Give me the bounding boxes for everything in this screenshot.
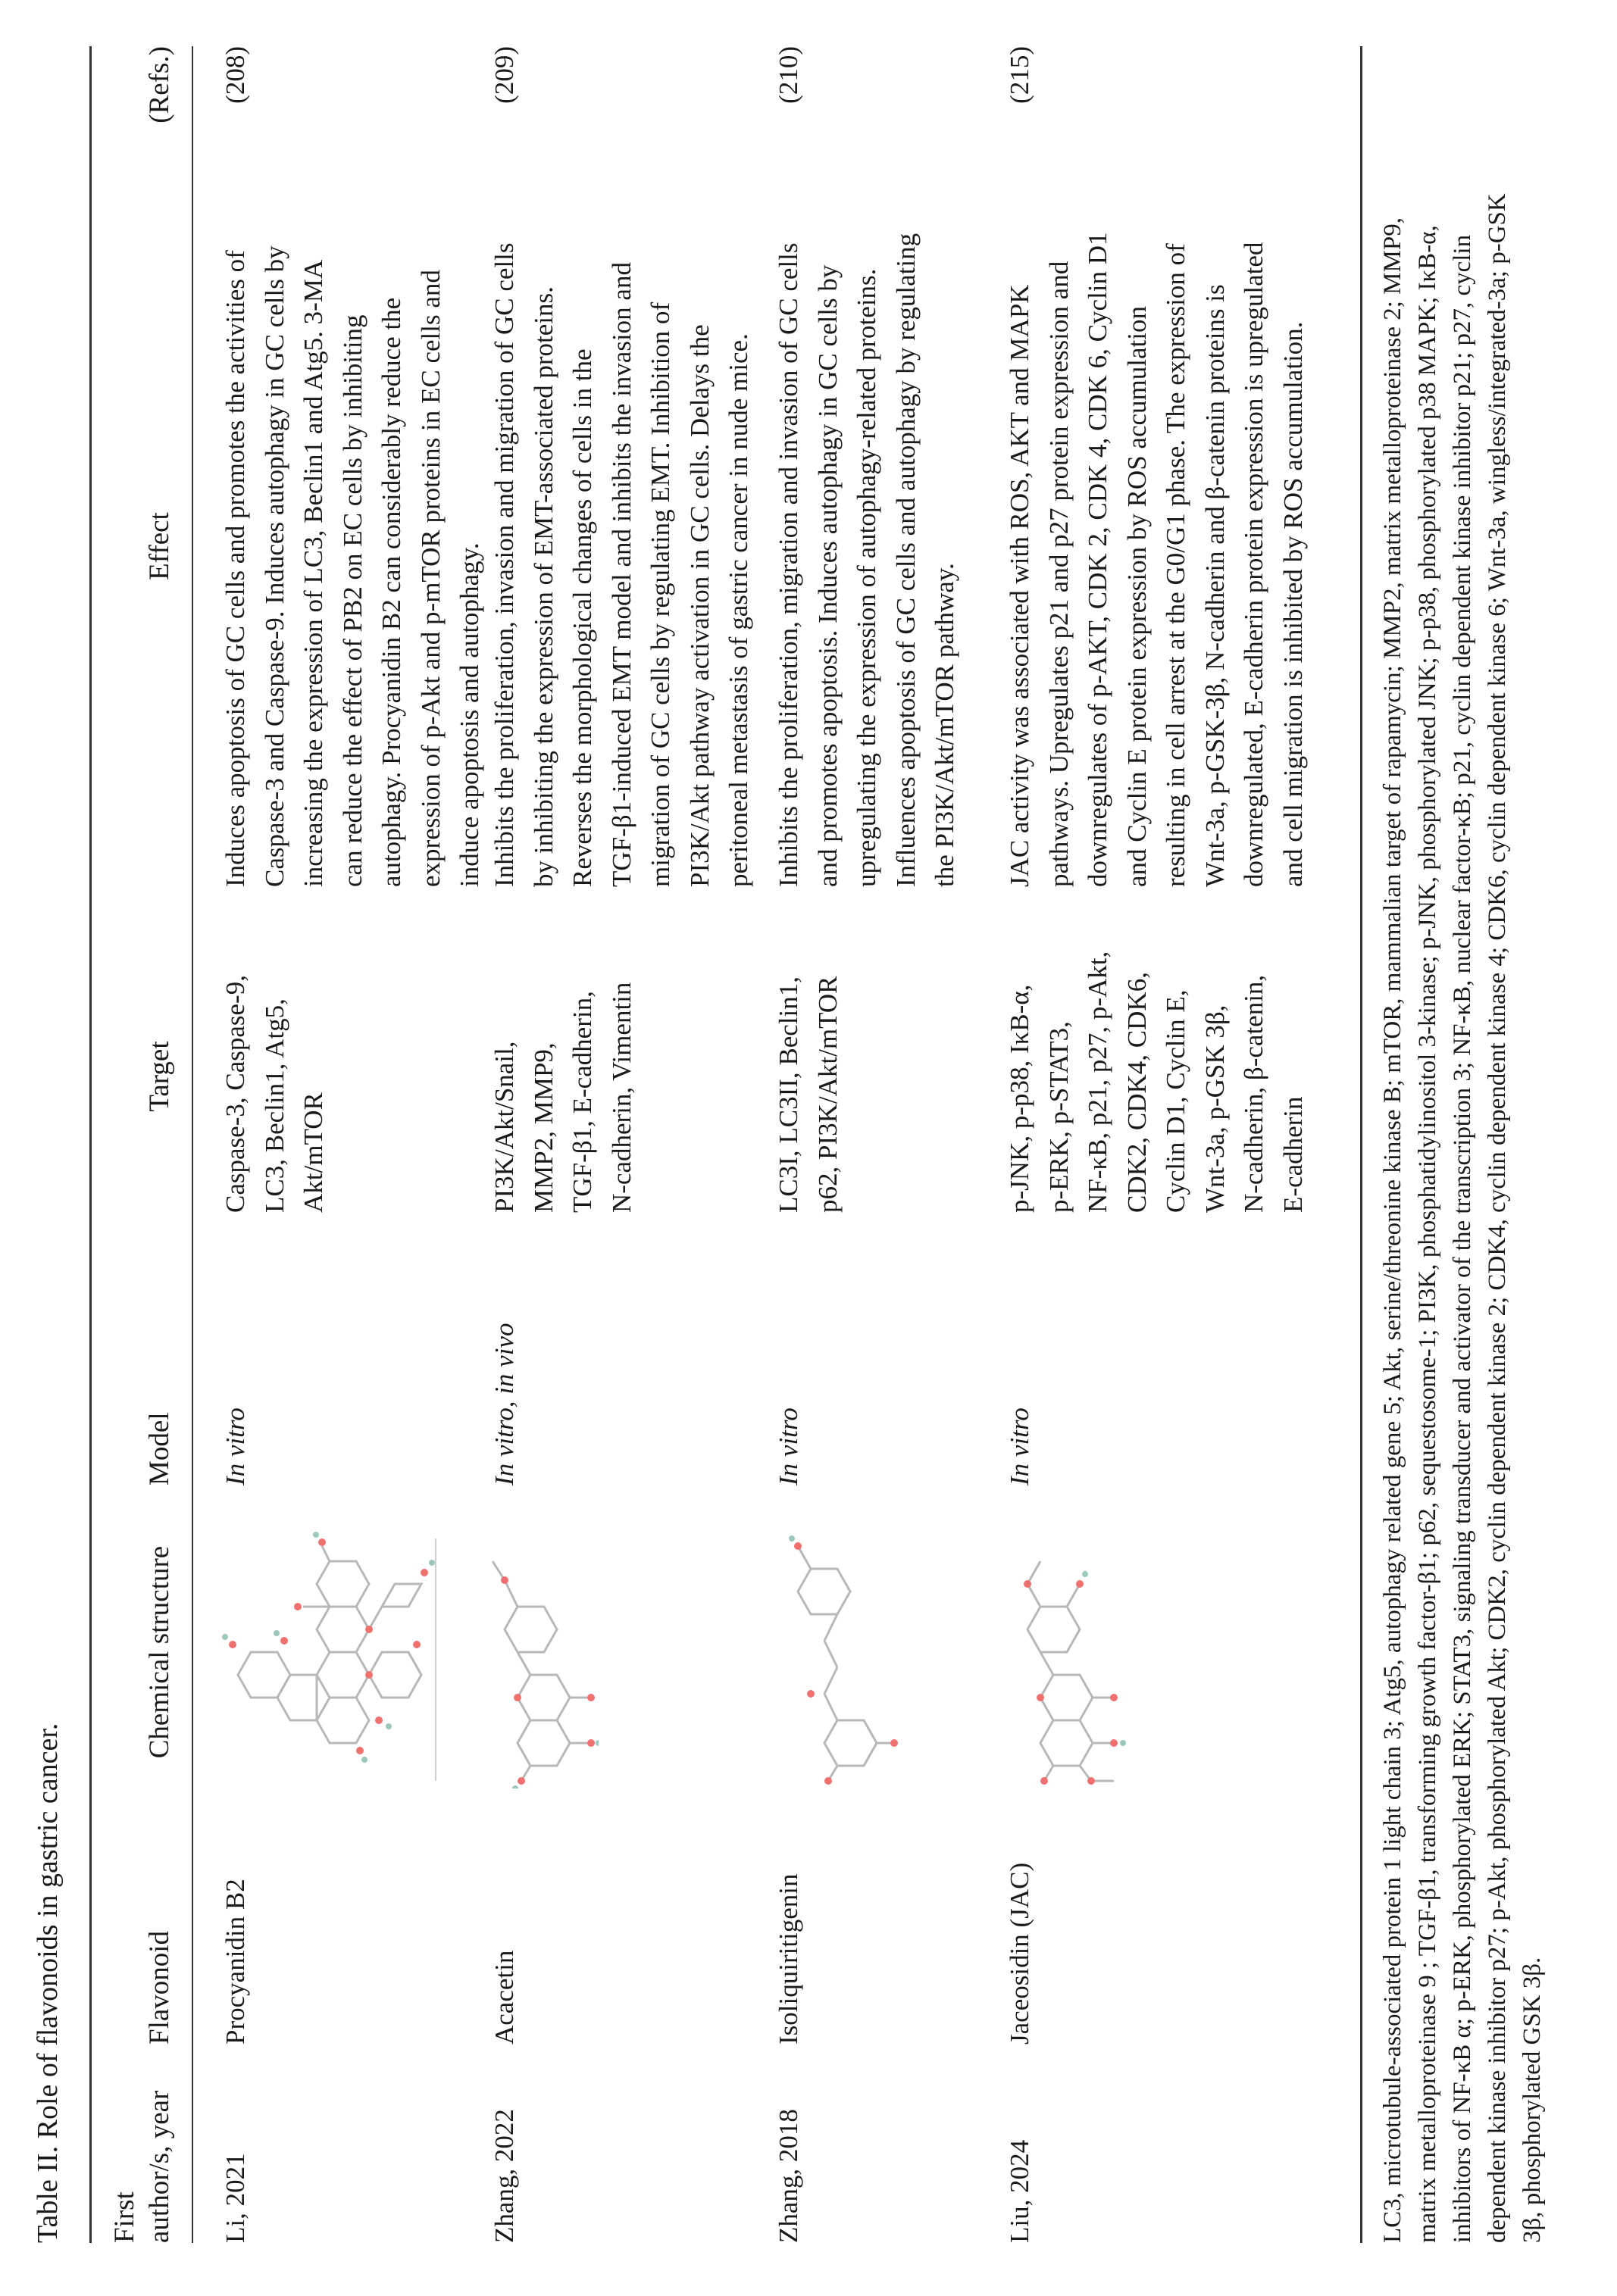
header-structure: Chemical structure (144, 1545, 175, 1759)
row-refs: (208) (220, 46, 250, 104)
effect-line: Caspase-3 and Caspase-9. Induces autophagy in GC cells by (259, 245, 289, 887)
header-target: Target (144, 1041, 175, 1112)
effect-line: induce apoptosis and autophagy. (455, 542, 484, 887)
table-header (92, 46, 191, 2243)
effect-line: and promotes apoptosis. Induces autophagy in GC cells by (812, 264, 843, 887)
jaceosidin-structure-icon (1000, 1516, 1129, 1788)
target-line: N-cadherin, β-catenin, (1239, 974, 1268, 1213)
header-author-line1: First (109, 2191, 140, 2243)
footnote-line: dependent kinase inhibitor p27; p-Akt, phosphorylated Akt; CDK2, cyclin dependent kinase 2; CDK4, cyclin dependent kinase 4; CDK6, cyclin dependent kinase 6; Wnt-3a, wingless/integrated-3a; p-GSK (1484, 193, 1511, 2243)
header-model: Model (144, 1412, 175, 1485)
header-effect: Effect (144, 512, 175, 580)
footnote-line: matrix metalloproteinase 9 ; TGF-β1, transforming growth factor-β1; p62, sequestosome-1; PI3K, phosphatidylinositol 3-kinase; p-JNK, phosphorylated JNK; p-p38, phosphorylated p38 MAPK; IκB-α, (1414, 225, 1441, 2243)
table-row (769, 46, 981, 2243)
row-refs: (210) (774, 46, 803, 104)
row-model: In vitro (220, 1407, 250, 1485)
table-row (485, 46, 758, 2243)
row-flavonoid: Procyanidin B2 (220, 1879, 250, 2045)
table-bottom-rule (1360, 46, 1362, 2243)
row-refs: (209) (489, 46, 519, 104)
target-line: Caspase-3, Caspase-9, (220, 975, 250, 1213)
table-top-rule (89, 46, 92, 2243)
effect-line: resulting in cell arrest at the G0/G1 phase. The expression of (1161, 243, 1190, 887)
row-model: In vitro, in vivo (489, 1323, 519, 1485)
target-line: N-cadherin, Vimentin (606, 982, 636, 1213)
target-line: LC3I, LC3II, Beclin1, (774, 976, 803, 1213)
effect-line: and Cyclin E protein expression by ROS accumulation (1121, 306, 1152, 887)
effect-line: TGF-β1-induced EMT model and inhibits the invasion and (606, 262, 636, 887)
target-line: NF-κB, p21, p27, p-Akt, (1083, 951, 1112, 1213)
effect-line: Inhibits the proliferation, invasion and migration of GC cells (489, 242, 519, 887)
target-line: PI3K/Akt/Snail, (489, 1041, 519, 1213)
effect-line: the PI3K/Akt/mTOR pathway. (930, 563, 959, 887)
row-effect (1000, 205, 1312, 887)
effect-line: expression of p-Akt and p-mTOR proteins in EC cells and (415, 270, 446, 887)
effect-line: upregulating the expression of autophagy-related proteins. (852, 268, 881, 887)
footnote-line: inhibitors of NF-κB α; p-ERK, phosphorylated ERK; STAT3, signaling transducer and activator of the transcription 3; NF-κB, nuclear factor-κB; p21, cyclin dependent kinase inhibitor p21; p27, cyclin (1449, 234, 1476, 2243)
row-target (485, 940, 641, 1213)
row-flavonoid: Isoliquiritigenin (774, 1873, 803, 2045)
row-target (216, 940, 333, 1213)
table-row (1000, 46, 1349, 2243)
table-caption: Table II. Role of flavonoids in gastric cancer. (32, 1723, 64, 2243)
target-line: CDK2, CDK4, CDK6, (1121, 972, 1152, 1213)
row-flavonoid: Acacetin (489, 1950, 519, 2045)
row-refs: (215) (1005, 46, 1034, 104)
target-line: TGF-β1, E-cadherin, (568, 991, 597, 1213)
effect-line: Inhibits the proliferation, migration and invasion of GC cells (774, 242, 803, 887)
effect-line: by inhibiting the expression of EMT-associated proteins. (528, 286, 558, 887)
effect-line: peritoneal metastasis of gastric cancer in nude mice. (724, 333, 753, 887)
row-author: Liu, 2024 (1005, 2139, 1034, 2243)
footnote-line: 3β, phosphorylated GSK 3β. (1518, 1957, 1546, 2243)
header-refs: (Refs.) (144, 46, 175, 123)
header-flavonoid: Flavonoid (144, 1930, 175, 2045)
effect-line: pathways. Upregulates p21 and p27 protein expression and (1043, 261, 1074, 887)
target-line: p-JNK, p-p38, IκB-α, (1005, 984, 1034, 1213)
effect-line: JAC activity was associated with ROS, AKT and MAPK (1005, 284, 1034, 887)
effect-line: Wnt-3a, p-GSK-3β, N-cadherin and β-catenin proteins is (1199, 284, 1230, 887)
footnote-line: LC3, microtubule-associated protein 1 light chain 3; Atg5, autophagy related gene 5; Akt, serine/threonine kinase B; mTOR, mammalian target of rapamycin; MMP2, matrix metalloproteinase 2; MMP9, (1379, 217, 1406, 2243)
effect-line: and cell migration is inhibited by ROS accumulation. (1278, 321, 1308, 887)
effect-line: migration of GC cells by regulating EMT. Inhibition of (646, 301, 675, 887)
target-line: Wnt-3a, p-GSK 3β, (1199, 1004, 1230, 1213)
table-footnote (1375, 16, 1550, 2243)
target-line: Akt/mTOR (299, 1092, 328, 1213)
procyanidin-b2-structure-icon (216, 1516, 443, 1788)
row-model: In vitro (1005, 1407, 1034, 1485)
effect-line: Reverses the morphological changes of cells in the (568, 348, 597, 887)
effect-line: Induces apoptosis of GC cells and promotes the activities of (220, 250, 250, 887)
target-line: E-cadherin (1278, 1096, 1308, 1213)
row-target (769, 940, 847, 1213)
header-author-line2: author/s, year (144, 2090, 175, 2243)
header-author (92, 2061, 191, 2243)
effect-line: can reduce the effect of PB2 on EC cells by inhibiting (337, 314, 368, 887)
row-model: In vitro (774, 1407, 803, 1485)
acacetin-structure-icon (485, 1516, 599, 1788)
row-author: Li, 2021 (220, 2153, 250, 2243)
row-author: Zhang, 2018 (774, 2109, 803, 2243)
row-target (1000, 940, 1312, 1213)
row-effect (769, 205, 965, 887)
target-line: Cyclin D1, Cyclin E, (1161, 989, 1190, 1213)
row-author: Zhang, 2022 (489, 2109, 519, 2243)
row-effect (216, 205, 489, 887)
target-line: LC3, Beclin1, Atg5, (259, 998, 289, 1213)
isoliquiritigenin-structure-icon (769, 1516, 898, 1788)
effect-line: increasing the expression of LC3, Beclin1 and Atg5. 3-MA (299, 259, 328, 887)
target-line: p62, PI3K/Akt/mTOR (812, 976, 843, 1213)
effect-line: PI3K/Akt pathway activation in GC cells. Delays the (684, 324, 715, 887)
effect-line: downregulated, E-cadherin protein expression is upregulated (1239, 242, 1268, 887)
row-flavonoid: Jaceosidin (JAC) (1005, 1862, 1034, 2045)
effect-line: autophagy. Procyanidin B2 can considerably reduce the (377, 297, 406, 887)
table-header-rule (192, 46, 193, 2243)
effect-line: downregulates of p-AKT, CDK 2, CDK 4, CDK 6, Cyclin D1 (1083, 232, 1112, 887)
row-effect (485, 205, 758, 887)
effect-line: Influences apoptosis of GC cells and autophagy by regulating (890, 233, 921, 887)
target-line: MMP2, MMP9, (528, 1042, 558, 1213)
target-line: p-ERK, p-STAT3, (1043, 1021, 1074, 1213)
table-row (216, 46, 484, 2243)
